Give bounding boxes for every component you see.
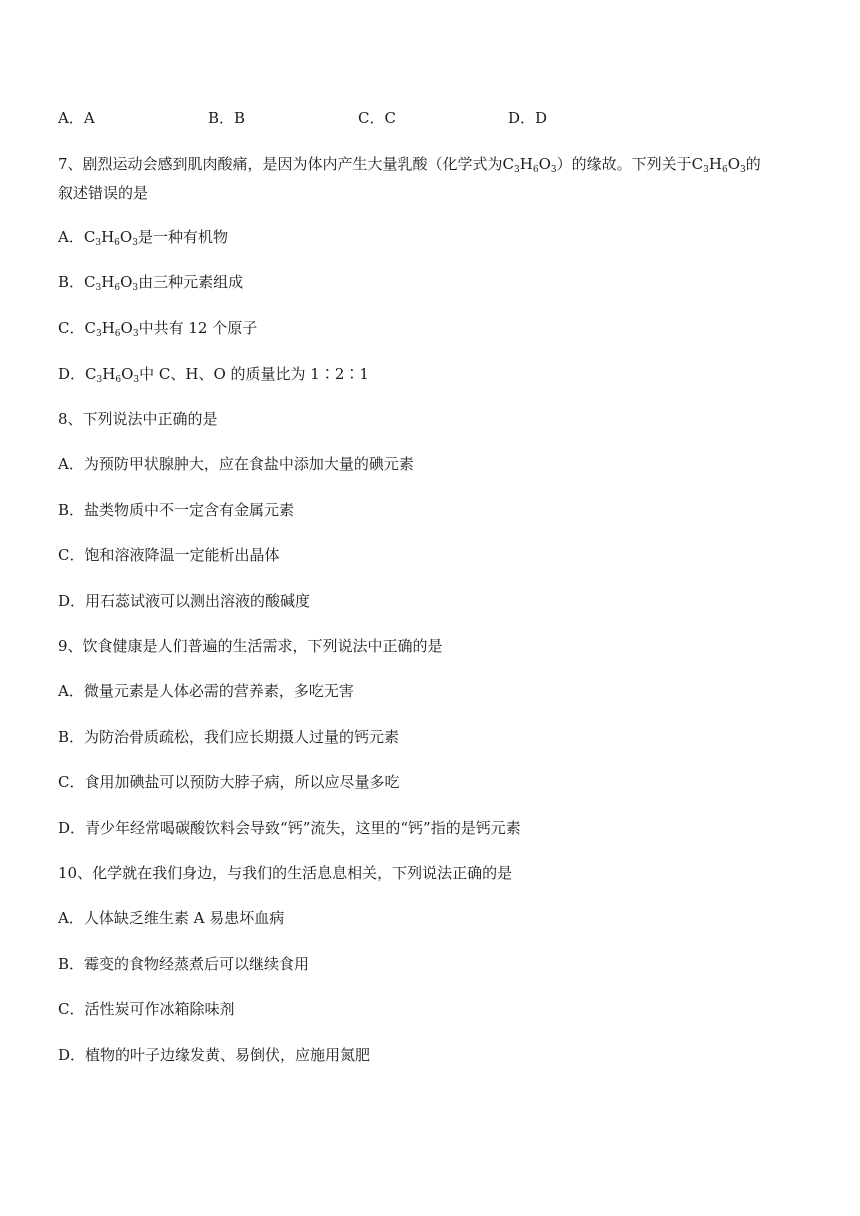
- q10-option-a: A．人体缺乏维生素 A 易患坏血病: [58, 909, 285, 927]
- q7-option-b: B．$C_3H_6O_3$由三种元素组成: [58, 273, 244, 293]
- q7-option-a: A．$C_3H_6O_3$是一种有机物: [58, 228, 228, 248]
- q10-option-c: C．活性炭可作冰箱除味剂: [58, 1000, 235, 1018]
- q9-option-d: D．青少年经常喝碳酸饮料会导致“钙”流失，这里的“钙”指的是钙元素: [58, 819, 521, 837]
- q6-option-a: A．A: [58, 109, 95, 127]
- q6-option-b: B．B: [208, 109, 246, 127]
- q10-option-b: B．霉变的食物经蒸煮后可以继续食用: [58, 955, 310, 973]
- q6-option-d: D．D: [508, 109, 548, 127]
- q10-stem: 10、化学就在我们身边，与我们的生活息息相关，下列说法正确的是: [58, 864, 513, 882]
- q9-option-b: B．为防治骨质疏松，我们应长期摄人过量的钙元素: [58, 728, 400, 746]
- q6-option-c: C．C: [358, 109, 396, 127]
- q10-option-d: D．植物的叶子边缘发黄、易倒伏，应施用氮肥: [58, 1046, 371, 1064]
- q7-option-c: C．$C_3H_6O_3$中共有 12 个原子: [58, 319, 258, 339]
- q7-option-d-formula: $C_3H_6O_3$: [85, 365, 140, 385]
- q7-option-b-formula: $C_3H_6O_3$: [84, 273, 139, 293]
- q7-formula-inline-2: $C_3H_6O_3$: [691, 155, 746, 175]
- q7-stem-line1: [58, 153, 761, 175]
- q9-option-a: A．微量元素是人体必需的营养素，多吃无害: [58, 682, 354, 700]
- q9-stem: 9、饮食健康是人们普遍的生活需求，下列说法中正确的是: [58, 637, 443, 655]
- q7-option-a-formula: $C_3H_6O_3$: [83, 228, 138, 248]
- q6-options: [58, 107, 818, 129]
- q8-option-b: B．盐类物质中不一定含有金属元素: [58, 501, 295, 519]
- q8-stem: 8、下列说法中正确的是: [58, 410, 218, 428]
- q7-option-c-formula: $C_3H_6O_3$: [84, 319, 139, 339]
- q7-formula-inline-1: $C_3H_6O_3$: [502, 155, 557, 175]
- q8-option-a: A．为预防甲状腺肿大，应在食盐中添加大量的碘元素: [58, 455, 414, 473]
- q9-option-c: C．食用加碘盐可以预防大脖子病，所以应尽量多吃: [58, 773, 400, 791]
- q8-option-c: C．饱和溶液降温一定能析出晶体: [58, 546, 280, 564]
- q8-option-d: D．用石蕊试液可以测出溶液的酸碱度: [58, 592, 311, 610]
- q7-stem-part3: 的: [745, 155, 761, 173]
- q7-stem-line2: 叙述错误的是: [58, 184, 149, 202]
- q7-stem-part1: 7、剧烈运动会感到肌肉酸痛，是因为体内产生大量乳酸（化学式为: [58, 155, 503, 173]
- q7-option-d: D．$C_3H_6O_3$中 C、H、O 的质量比为 1∶2∶1: [58, 365, 369, 385]
- q7-stem-part2: ）的缘故。下列关于: [556, 155, 692, 173]
